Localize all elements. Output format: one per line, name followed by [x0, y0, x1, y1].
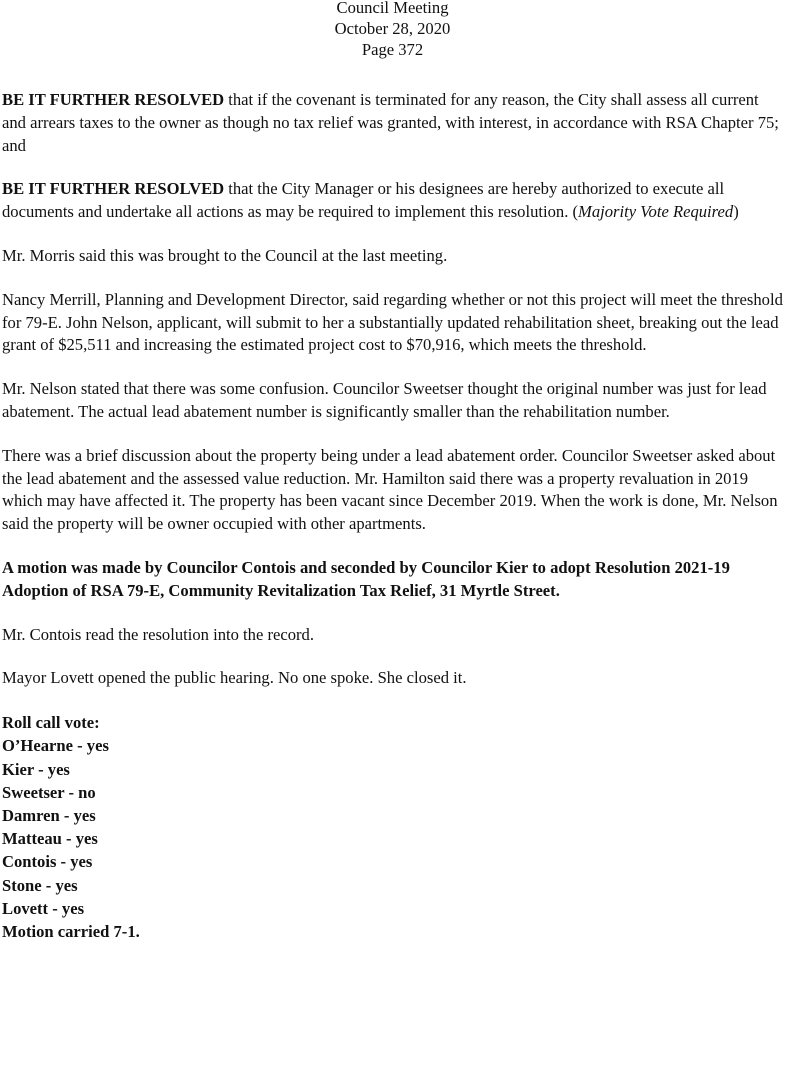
- resolved-text: that if the covenant is terminated for any reason, the City shall assess all current and arrears taxes to the owner as though no tax relief was granted, with interest, in accordance with RSA Chapter 75; and: [2, 90, 779, 155]
- paragraph-public-hearing: Mayor Lovett opened the public hearing. No one spoke. She closed it.: [2, 668, 467, 688]
- minutes-body: [2, 89, 783, 943]
- resolved-lead: BE IT FURTHER RESOLVED: [2, 179, 225, 199]
- vote-entry: Damren - yes: [2, 805, 96, 825]
- vote-requirement: Majority Vote Required: [578, 202, 734, 222]
- roll-call-vote: [2, 711, 783, 943]
- vote-entry: Stone - yes: [2, 875, 78, 895]
- vote-entry: Sweetser - no: [2, 782, 96, 802]
- paragraph-contois: Mr. Contois read the resolution into the record.: [2, 624, 314, 644]
- vote-entry: Contois - yes: [2, 852, 93, 872]
- vote-entry: Kier - yes: [2, 759, 70, 779]
- closing-paren: ): [733, 202, 739, 222]
- page-header: [0, 0, 785, 60]
- vote-entry: Lovett - yes: [2, 898, 85, 918]
- motion-result: Motion carried 7-1.: [2, 921, 140, 941]
- vote-entry: Matteau - yes: [2, 829, 98, 849]
- vote-entry: O’Hearne - yes: [2, 736, 109, 756]
- resolved-lead: BE IT FURTHER RESOLVED: [2, 90, 225, 109]
- roll-call-heading: Roll call vote:: [2, 713, 100, 733]
- resolved-text: that the City Manager or his designees are hereby authorized to execute all documents and undertake all actions as may be required to implement this resolution. (: [2, 179, 725, 222]
- paragraph-merrill: Nancy Merrill, Planning and Development Director, said regarding whether or not this project will meet the threshold for 79-E. John Nelson, applicant, will submit to her a substantially updated rehabilitation sheet, breaking out the lead grant of $25,511 and increasing the estimated project cost to $70,916, which meets the threshold.: [2, 289, 783, 355]
- motion-statement: A motion was made by Councilor Contois and seconded by Councilor Kier to adopt Resolution 2021-19 Adoption of RSA 79-E, Community Revitalization Tax Relief, 31 Myrtle Street.: [2, 557, 730, 600]
- paragraph-discussion: There was a brief discussion about the property being under a lead abatement order. Councilor Sweetser asked about the lead abatement and the assessed value reduction. Mr. Hamilton said there was a property revaluation in 2019 which may have affected it. The property has been vacant since December 2019. When the work is done, Mr. Nelson said the property will be owner occupied with other apartments.: [2, 445, 778, 534]
- paragraph-resolved-covenant: [2, 89, 783, 157]
- paragraph-resolved-authorization: [2, 178, 783, 224]
- paragraph-nelson: Mr. Nelson stated that there was some confusion. Councilor Sweetser thought the original number was just for lead abatement. The actual lead abatement number is significantly smaller than the rehabilitation number.: [2, 379, 767, 421]
- page-number: Page 372: [361, 40, 424, 59]
- meeting-date: October 28, 2020: [334, 19, 451, 38]
- paragraph-morris: Mr. Morris said this was brought to the Council at the last meeting.: [2, 245, 448, 265]
- meeting-title: Council Meeting: [336, 0, 449, 17]
